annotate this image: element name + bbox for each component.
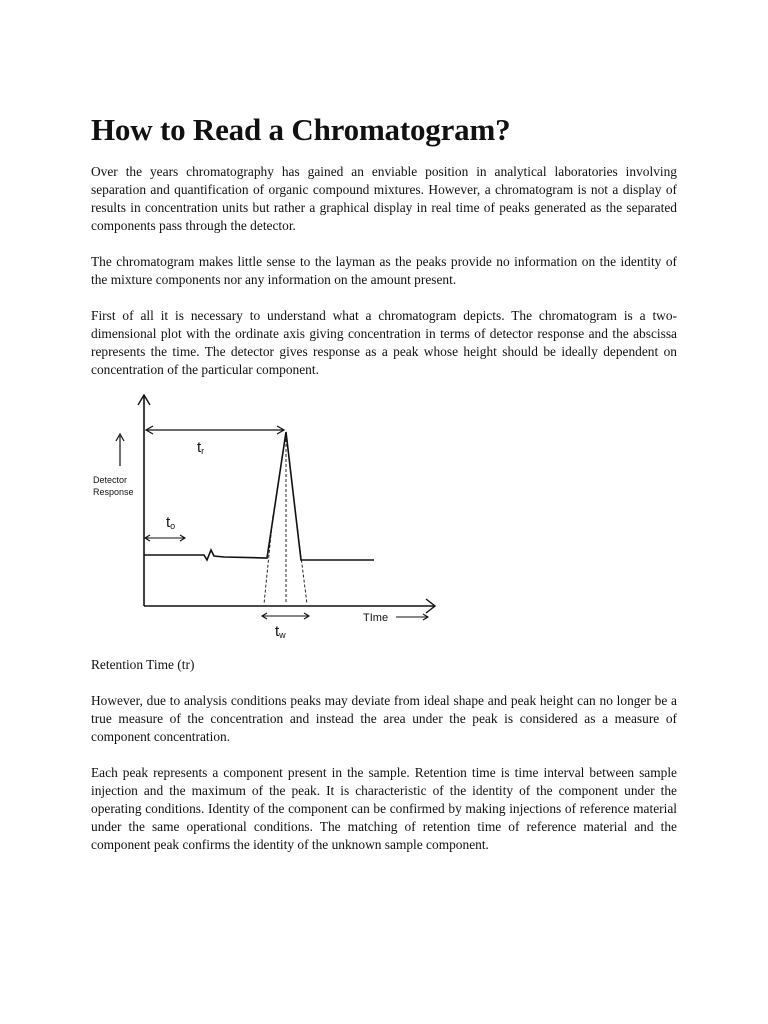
paragraph-depiction: First of all it is necessary to understand what a chromatogram depicts. The chromatogram is a two-dimensional plot with the ordinate axis giving concentration in terms of detector response and the abscissa represents the time. The detector gives response as a peak whose height should be ideally dependent on concentration of the particular component.	[91, 308, 677, 377]
y-axis-label-line2: Response	[93, 487, 134, 497]
paragraph-peak-area: However, due to analysis conditions peaks may deviate from ideal shape and peak height can no longer be a true measure of the concentration and instead the area under the peak is considered as a measure of component concentration.	[91, 693, 677, 744]
page-title: How to Read a Chromatogram?	[91, 112, 511, 147]
peak-tangent-right	[297, 525, 307, 604]
document-page	[91, 110, 677, 852]
chromatogram-trace	[144, 432, 374, 560]
paragraph-intro: Over the years chromatography has gained an enviable position in analytical laboratories involving separation and quantification of organic compound mixtures. However, a chromatogram is not a display of results in concentration units but rather a graphical display in real time of peaks generated as the separated components pass through the detector.	[91, 164, 677, 233]
to-label: to	[166, 514, 176, 531]
paragraph-retention-time: Each peak represents a component present in the sample. Retention time is time interval between sample injection and the maximum of the peak. It is characteristic of the identity of the component under the operating conditions. Identity of the component can be confirmed by making injections of reference material under the same operational conditions. The matching of retention time of reference material and the component peak confirms the identity of the unknown sample component.	[91, 765, 677, 852]
chromatogram-diagram	[91, 390, 451, 645]
paragraph-layman: The chromatogram makes little sense to the layman as the peaks provide no information on the identity of the mixture components nor any information on the amount present.	[91, 254, 677, 287]
x-axis-label: TIme	[363, 612, 389, 624]
tw-label: tw	[275, 623, 286, 640]
y-axis-label-line1: Detector	[93, 475, 128, 485]
tr-label: tr	[197, 439, 205, 456]
figure-caption: Retention Time (tr)	[91, 657, 195, 672]
